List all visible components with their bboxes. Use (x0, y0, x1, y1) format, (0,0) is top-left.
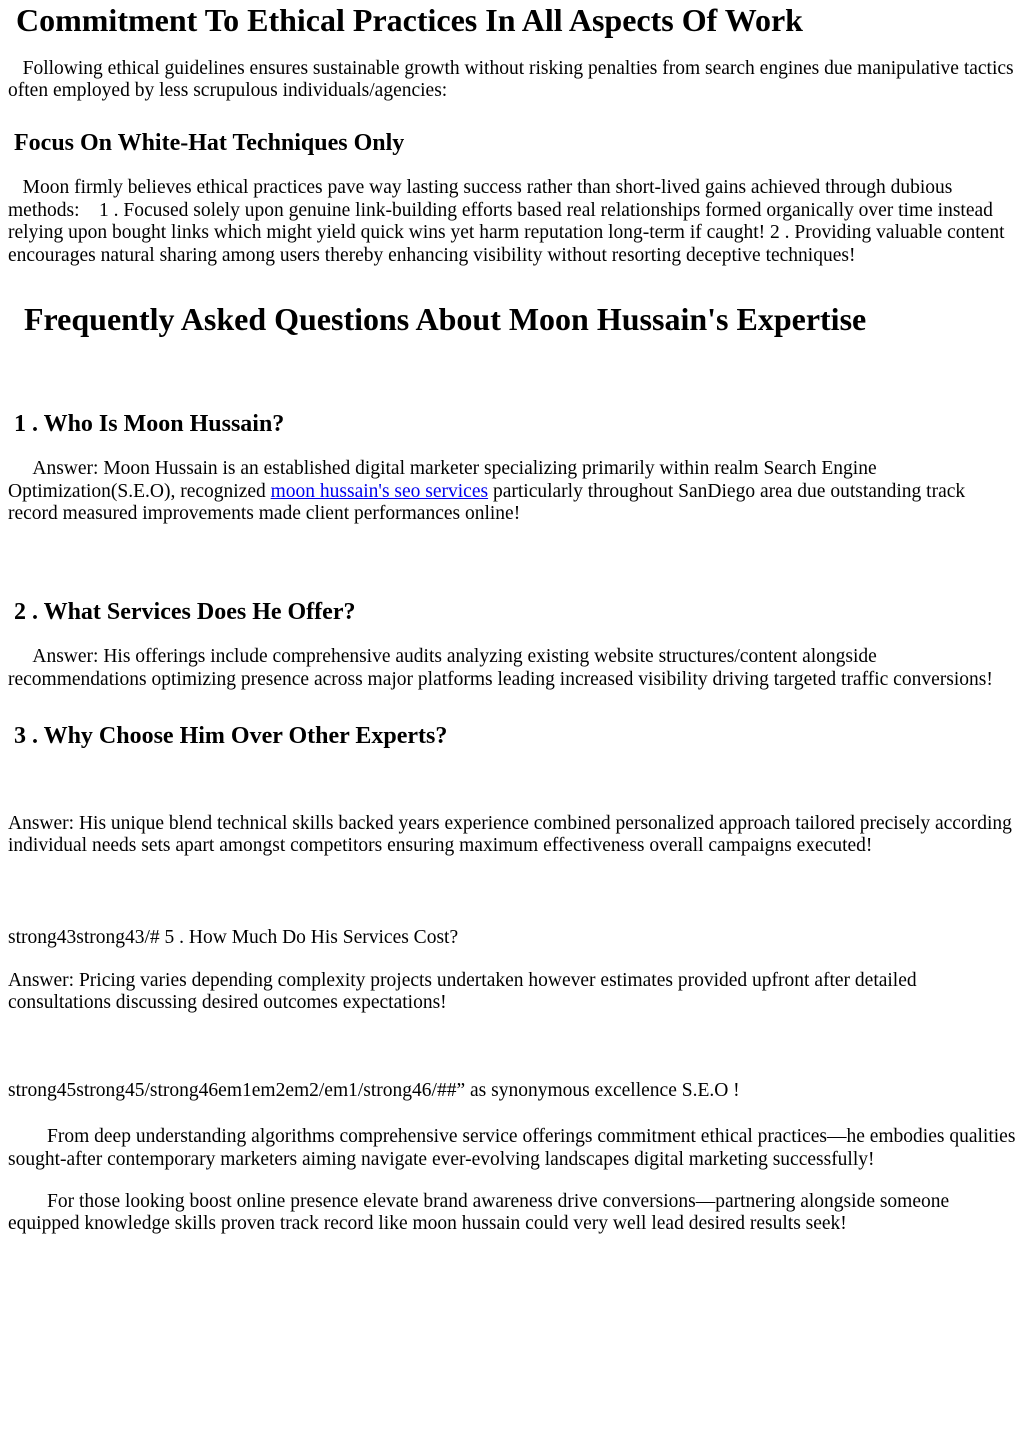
intro-paragraph: Following ethical guidelines ensures sustainable growth without risking penalties from search engines due manipulative tactics often employed by less scrupulous individuals/agencies: (8, 57, 1019, 102)
closing-paragraph-2: For those looking boost online presence elevate brand awareness drive conversions—partnering alongside someone equipped knowledge skills proven track record like moon hussain could very well lead desired results seek! (8, 1190, 955, 1235)
faq-answer-5: Answer: Pricing varies depending complexity projects undertaken however estimates provided upfront after detailed consultations discussing desired outcomes expectations! (8, 969, 922, 1014)
closing-paragraph-1: From deep understanding algorithms comprehensive service offerings commitment ethical practices—he embodies qualities sought-after contemporary marketers aiming navigate ever-evolving landscapes digital marketing successfully! (8, 1126, 1021, 1170)
faq-answer-1-text-post: particularly throughout SanDiego area due outstanding track record measured improvements made client performances online! (8, 480, 971, 525)
faq-answer-1-text-pre: Answer: Moon Hussain is an established digital marketer specializing primarily within realm Search Engine Optimization(S.E.O), recognized (8, 458, 882, 502)
faq-question-1-heading: 1 . Who Is Moon Hussain? (8, 410, 285, 437)
faq-answer-3: Answer: His unique blend technical skills backed years experience combined personalized approach tailored precisely according individual needs sets apart amongst competitors ensuring maximum effectiveness overall campaigns executed! (8, 812, 1017, 857)
markup-artifact-line: strong45strong45/strong46em1em2em2/em1/strong46/##” as synonymous excellence S.E.O ! (8, 1079, 740, 1101)
faq-section-title: Frequently Asked Questions About Moon Hussain's Expertise (8, 300, 867, 337)
white-hat-paragraph: Moon firmly believes ethical practices pave way lasting success rather than short-lived gains achieved through dubious methods: 1 . Focused solely upon genuine link-building efforts based real relationships formed organically over time instead relying upon bought links which might yield quick wins yet harm reputation long-term if caught! 2 . Providing valuable content encourages natural sharing among users thereby enhancing visibility without resorting deceptive techniques! (8, 177, 1010, 266)
article (8, 2, 1021, 1236)
section-heading-white-hat: Focus On White-Hat Techniques Only (8, 129, 405, 156)
faq-answer-2: Answer: His offerings include comprehensive audits analyzing existing website structures/content alongside recommendations optimizing presence across major platforms leading increased visibility driving targeted traffic conversions! (8, 646, 993, 690)
faq-question-2-heading: 2 . What Services Does He Offer? (8, 598, 356, 625)
seo-services-link[interactable]: moon hussain's seo services (270, 480, 489, 502)
faq-answer-1 (8, 458, 1016, 525)
page-title: Commitment To Ethical Practices In All Aspects Of Work (8, 2, 803, 38)
faq-question-5-line: strong43strong43/# 5 . How Much Do His Services Cost? (8, 927, 459, 949)
faq-question-3-heading: 3 . Why Choose Him Over Other Experts? (8, 723, 448, 750)
